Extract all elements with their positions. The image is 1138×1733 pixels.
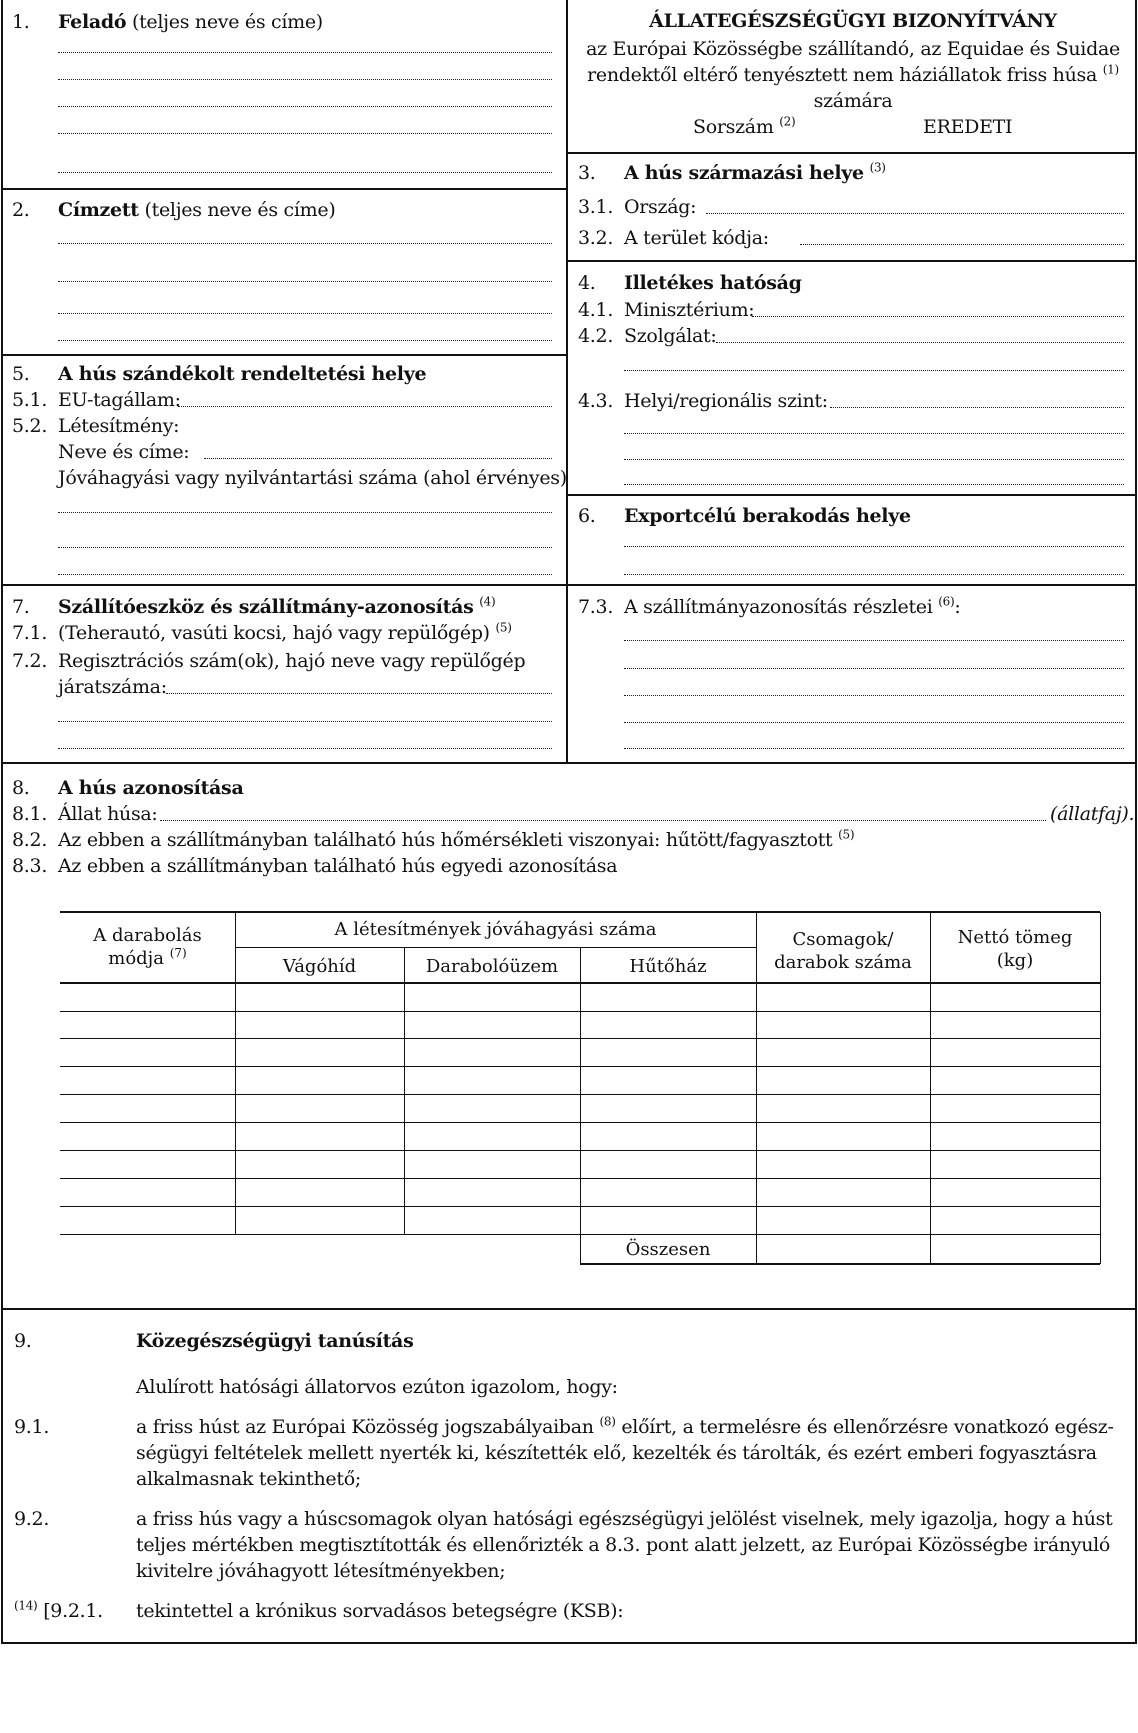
loading-place-line-1[interactable]: [624, 546, 1124, 547]
service-field-2[interactable]: [624, 370, 1124, 371]
loading-place-line-2[interactable]: [624, 574, 1124, 575]
local-level-field-2[interactable]: [624, 433, 1124, 434]
destination-heading: 5. A hús szándékolt rendeltetési helye: [12, 363, 427, 385]
local-level-field-3[interactable]: [624, 459, 1124, 460]
consignee-line-1[interactable]: [58, 243, 552, 244]
establishment-label: 5.2. Létesítmény:: [12, 415, 180, 437]
consignment-id-line-5[interactable]: [624, 748, 1124, 749]
para-9-1-line-1: a friss húst az Európai Közösség jogszabályaiban $^{(8)}$ előírt, a termelésre és ellenőrzésre vonatkozó egész-: [136, 1414, 1114, 1438]
species-label: 8.1. Állat húsa:: [12, 803, 158, 825]
consignee-line-2[interactable]: [58, 281, 552, 282]
approval-number-label: Jóváhagyási vagy nyilvántartási száma (ahol érvényes): [58, 467, 567, 489]
certificate-title: ÁLLATEGÉSZSÉGÜGYI BIZONYÍTVÁNY: [649, 10, 1057, 32]
ministry-field[interactable]: [752, 316, 1124, 317]
net-weight-header: Nettó tömeg (kg): [957, 927, 1073, 971]
destination-line-3[interactable]: [58, 574, 552, 575]
para-9-2-1-number: $^{(14)}$ [9.2.1.: [14, 1598, 103, 1622]
attestation-intro: Alulírott hatósági állatorvos ezúton igazolom, hogy:: [136, 1376, 618, 1398]
temperature-label: 8.2. Az ebben a szállítmányban található hús hőmérsékleti viszonyai: hűtött/fagyasztott $^{(5)}$: [12, 827, 855, 851]
table-row[interactable]: [60, 1038, 1100, 1039]
service-label: 4.2. Szolgálat:: [578, 325, 717, 347]
ministry-label: 4.1. Minisztérium:: [578, 299, 755, 321]
consignment-id-label: 7.3. A szállítmányazonosítás részletei $^{(6)}$:: [578, 594, 961, 618]
cutting-method-header: A darabolás módja $^{(7)}$: [93, 925, 202, 969]
member-state-field[interactable]: [178, 406, 552, 407]
sender-heading: 1. Feladó (teljes neve és címe): [12, 11, 323, 33]
registration-field[interactable]: [166, 693, 552, 694]
packages-header: Csomagok/ darabok száma: [774, 929, 912, 973]
sender-line-3[interactable]: [58, 106, 552, 107]
certificate-subtitle-3: számára: [813, 90, 893, 112]
table-row[interactable]: [60, 1094, 1100, 1095]
para-9-1-line-2: ségügyi feltételek mellett nyerték ki, készítették elő, kezelték és tárolták, és ezért emberi fogyasztásra: [136, 1442, 1097, 1464]
approval-numbers-header: A létesítmények jóváhagyási száma: [334, 919, 657, 940]
consignment-id-line-3[interactable]: [624, 695, 1124, 696]
para-9-2-1-text: tekintettel a krónikus sorvadásos betegségre (KSB):: [136, 1600, 624, 1622]
serial-number-label: Sorszám $^{(2)}$: [693, 114, 796, 138]
para-9-1-number: 9.1.: [14, 1416, 50, 1438]
consignment-id-line-1[interactable]: [624, 640, 1124, 641]
table-row[interactable]: [60, 1122, 1100, 1123]
cold-store-header: Hűtőház: [629, 956, 707, 977]
frame-left: [1, 0, 3, 1644]
species-field[interactable]: [160, 820, 1046, 821]
registration-label-2: járatszáma:: [58, 676, 167, 698]
transport-type-label: 7.1. (Teherautó, vasúti kocsi, hajó vagy repülőgép) $^{(5)}$: [12, 620, 512, 644]
destination-line-1[interactable]: [58, 512, 552, 513]
para-9-2-line-3: kivitelre jóváhagyott létesítményekben;: [136, 1560, 506, 1582]
registration-field-3[interactable]: [58, 748, 552, 749]
public-health-heading: Közegészségügyi tanúsítás: [136, 1330, 414, 1352]
cutting-plant-header: Darabolóüzem: [425, 956, 559, 977]
sender-line-1[interactable]: [58, 52, 552, 53]
column-divider: [566, 0, 568, 764]
origin-country-field[interactable]: [706, 213, 1124, 214]
table-row[interactable]: [60, 1178, 1100, 1179]
table-row[interactable]: [60, 1206, 1100, 1207]
registration-label: 7.2. Regisztrációs szám(ok), hajó neve vagy repülőgép: [12, 650, 526, 672]
para-9-1-line-3: alkalmasnak tekinthető;: [136, 1468, 361, 1490]
frame-right: [1135, 0, 1137, 1644]
origin-region-label: 3.2. A terület kódja:: [578, 227, 769, 249]
destination-line-2[interactable]: [58, 547, 552, 548]
registration-field-2[interactable]: [58, 721, 552, 722]
table-total-row: [580, 1263, 1100, 1265]
consignee-line-3[interactable]: [58, 313, 552, 314]
consignment-id-line-2[interactable]: [624, 668, 1124, 669]
table-row[interactable]: [60, 1234, 1100, 1235]
local-level-field[interactable]: [830, 407, 1124, 408]
section-9-number: 9.: [14, 1330, 32, 1352]
para-9-2-line-1: a friss hús vagy a húscsomagok olyan hatósági egészségügyi jelölést viselnek, mely igazolja, hogy a húst: [136, 1508, 1113, 1530]
consignee-line-4[interactable]: [58, 340, 552, 341]
origin-heading: 3. A hús származási helye $^{(3)}$: [578, 160, 886, 184]
loading-place-heading: 6. Exportcélú berakodás helye: [578, 505, 911, 527]
service-field[interactable]: [716, 342, 1124, 343]
local-level-label: 4.3. Helyi/regionális szint:: [578, 390, 828, 412]
authority-heading: 4. Illetékes hatóság: [578, 272, 802, 294]
sender-line-2[interactable]: [58, 79, 552, 80]
table-row[interactable]: [60, 1011, 1100, 1012]
origin-region-field[interactable]: [800, 244, 1124, 245]
consignee-heading: 2. Címzett (teljes neve és címe): [12, 199, 336, 221]
table-row[interactable]: [60, 1066, 1100, 1067]
establishment-name-label: Neve és címe:: [58, 441, 190, 463]
meat-id-heading: 8. A hús azonosítása: [12, 777, 244, 799]
sender-line-5[interactable]: [58, 172, 552, 173]
establishment-name-field[interactable]: [204, 458, 552, 459]
species-suffix: (állatfaj).: [1050, 803, 1135, 825]
consignment-id-line-4[interactable]: [624, 722, 1124, 723]
certificate-subtitle-2: rendektől eltérő tenyésztett nem háziállatok friss húsa $^{(1)}$: [587, 62, 1119, 86]
certificate-subtitle-1: az Európai Közösségbe szállítandó, az Equidae és Suidae: [586, 38, 1120, 60]
sender-line-4[interactable]: [58, 133, 552, 134]
local-level-field-4[interactable]: [624, 484, 1124, 485]
total-label: Összesen: [625, 1239, 711, 1260]
slaughterhouse-header: Vágóhíd: [282, 956, 357, 977]
para-9-2-line-2: teljes mértékben megtisztították és ellenőrizték a 8.3. pont alatt jelzett, az Európai Közösségbe irányuló: [136, 1534, 1111, 1556]
original-label: EREDETI: [923, 116, 1013, 138]
origin-country-label: 3.1. Ország:: [578, 196, 697, 218]
table-row[interactable]: [60, 1150, 1100, 1151]
frame-bottom: [1, 1642, 1137, 1644]
para-9-2-number: 9.2.: [14, 1508, 50, 1530]
member-state-label: 5.1. EU-tagállam:: [12, 389, 181, 411]
individual-id-label: 8.3. Az ebben a szállítmányban található hús egyedi azonosítása: [12, 855, 618, 877]
transport-heading: 7. Szállítóeszköz és szállítmány-azonosítás $^{(4)}$: [12, 594, 496, 618]
